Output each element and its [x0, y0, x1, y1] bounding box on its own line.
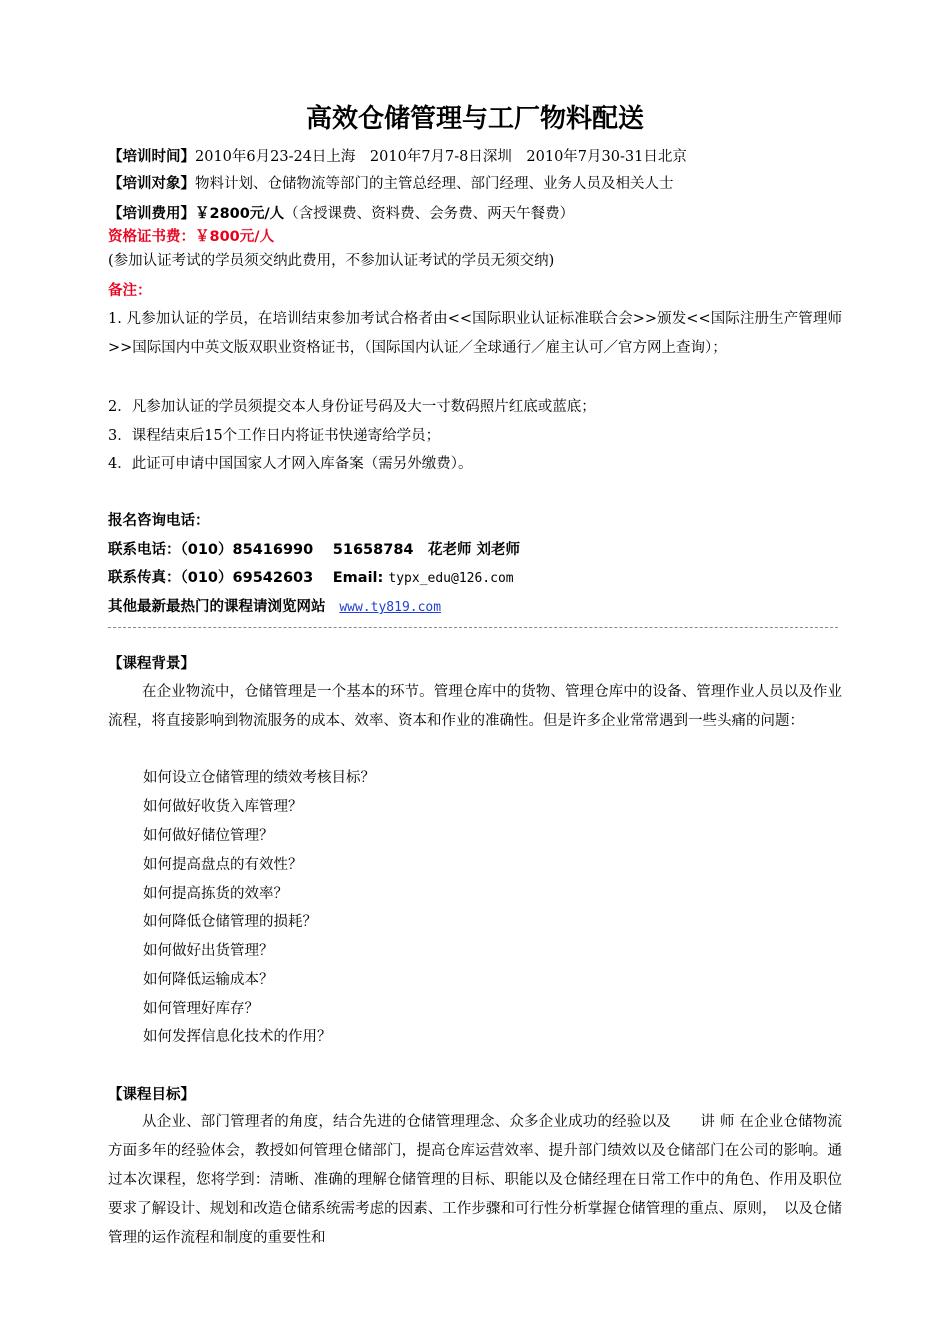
remark-item-1: 1. 凡参加认证的学员，在培训结束参加考试合格者由<<国际职业认证标准联合会>>颁发<<国际注册生产管理师>>国际国内中英文版双职业资格证书，（国际国内认证／全球通行／雇主认可／官方网上查询）；	[108, 311, 842, 356]
question-item: 如何降低仓储管理的损耗？	[143, 914, 317, 930]
contact-fax-label: 联系传真：	[108, 570, 181, 586]
question-item: 如何做好出货管理？	[143, 943, 274, 959]
question-item: 如何做好收货入库管理？	[143, 799, 303, 815]
training-fee-value: ￥2800元/人	[195, 206, 285, 222]
remark-label: 备注：	[108, 283, 152, 299]
dashed-divider	[108, 627, 838, 628]
training-time-row	[108, 147, 687, 167]
cert-fee: 资格证书费：￥800元/人	[108, 229, 275, 245]
background-intro: 在企业物流中，仓储管理是一个基本的环节。管理仓库中的货物、管理仓库中的设备、管理作业人员以及作业流程，将直接影响到物流服务的成本、效率、资本和作业的准确性。但是许多企业常常遇到一些头痛的问题：	[108, 684, 842, 729]
question-item: 如何降低运输成本？	[143, 972, 274, 988]
website-link[interactable]: www.ty819.com	[339, 600, 442, 615]
question-item: 如何发挥信息化技术的作用？	[143, 1029, 332, 1045]
document-title: 高效仓储管理与工厂物料配送	[305, 104, 644, 134]
question-item: 如何管理好库存？	[143, 1001, 259, 1017]
goal-heading: 【课程目标】	[108, 1087, 195, 1103]
contact-phone-value: （010）85416990 51658784 花老师 刘老师	[180, 542, 521, 558]
contact-phone-label: 联系电话：	[108, 542, 181, 558]
training-fee-label: 【培训费用】	[108, 206, 195, 222]
contact-fax-row	[108, 568, 514, 589]
remark-item-3: 3．课程结束后15个工作日内将证书快递寄给学员；	[108, 428, 441, 444]
background-heading: 【课程背景】	[108, 656, 195, 672]
website-row	[108, 597, 441, 618]
training-target-value: 物料计划、仓储物流等部门的主管总经理、部门经理、业务人员及相关人士	[195, 176, 674, 192]
training-target-row	[108, 174, 674, 194]
website-label: 其他最新最热门的课程请浏览网站	[108, 599, 326, 615]
remark-item-2: 2．凡参加认证的学员须提交本人身份证号码及大一寸数码照片红底或蓝底；	[108, 399, 596, 415]
training-fee-note: （含授课费、资料费、会务费、两天午餐费）	[284, 206, 575, 222]
contact-phone-row	[108, 540, 520, 560]
question-item: 如何设立仓储管理的绩效考核目标？	[143, 770, 375, 786]
training-time-value: 2010年6月23-24日上海 2010年7月7-8日深圳 2010年7月30-31日北京	[195, 149, 687, 165]
cert-fee-note: (参加认证考试的学员须交纳此费用，不参加认证考试的学员无须交纳)	[108, 253, 555, 269]
remark-item-4: 4．此证可申请中国国家人才网入库备案（需另外缴费）。	[108, 456, 473, 472]
question-item: 如何提高盘点的有效性？	[143, 857, 303, 873]
contact-email: typx_edu@126.com	[388, 571, 514, 586]
training-target-label: 【培训对象】	[108, 176, 195, 192]
training-fee-row	[108, 204, 574, 224]
question-item: 如何提高拣货的效率？	[143, 886, 288, 902]
training-time-label: 【培训时间】	[108, 149, 195, 165]
contact-heading: 报名咨询电话：	[108, 513, 210, 529]
question-item: 如何做好储位管理？	[143, 828, 274, 844]
goal-text: 从企业、部门管理者的角度，结合先进的仓储管理理念、众多企业成功的经验以及 讲 师 在企业仓储物流方面多年的经验体会，教授如何管理仓储部门，提高仓库运营效率、提升部门绩效以及仓储部门在公司的影响。通过本次课程，您将学到：清晰、准确的理解仓储管理的目标、职能以及仓储经理在日常工作中的角色、作用及职位要求了解设计、规划和改造仓储系统需考虑的因素、工作步骤和可行性分析掌握仓储管理的重点、原则， 以及仓储管理的运作流程和制度的重要性和	[108, 1114, 842, 1246]
contact-fax-value: （010）69542603 Email:	[180, 570, 384, 586]
